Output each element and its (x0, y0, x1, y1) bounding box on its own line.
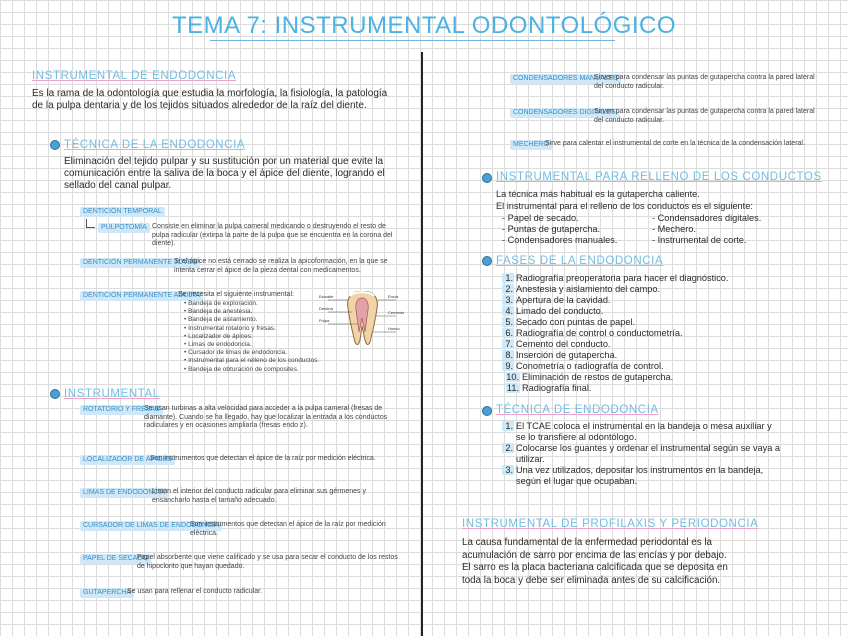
tag-gutapercha: GUTAPERCHA (80, 588, 134, 598)
bullet-icon (482, 406, 492, 416)
tooth-label: Dentina (319, 306, 333, 311)
tag-pulpotomia: PULPOTOMÍA (98, 223, 150, 233)
relleno-line-1: La técnica más habitual es la gutapercha caliente. (496, 189, 700, 199)
arrow-icon (86, 219, 95, 228)
list-item: 4. Limado del conducto. (502, 306, 728, 317)
list-item: • Limas de endodoncia. (184, 341, 252, 349)
heading-relleno: INSTRUMENTAL PARA RELLENO DE LOS CONDUCTOS (496, 171, 822, 183)
list-item: • Instrumental rotatorio y fresas. (184, 324, 276, 332)
list-item: - Condensadores manuales. (502, 235, 618, 245)
limas-text: Liman el interior del conducto radicular para eliminar sus gérmenes y ensancharlo hasta el tamaño adecuado. (152, 488, 366, 504)
bullet-icon (50, 389, 60, 399)
text-line: La causa fundamental de la enfermedad periodontal es la (462, 537, 712, 548)
tecnica-definition: Eliminación del tejido pulpar y su sustitución por un material que evite la comunicación entre la saliva de la boca y el ápice del diente, logrando el sellado del canal pulpar. (64, 156, 385, 191)
list-item: 2. Anestesia y aislamiento del campo. (502, 284, 728, 295)
tag-rotatorio: ROTATORIO Y FRESAS (80, 405, 163, 415)
profilaxis-text (462, 537, 728, 587)
gutapercha-text: Se usan para rellenar el conducto radicular. (127, 588, 263, 595)
tooth-diagram (318, 286, 408, 354)
list-item: 5. Secado con puntas de papel. (502, 317, 728, 328)
list-item: 1. El TCAE coloca el instrumental en la bandeja o mesa auxiliar y (502, 421, 780, 432)
instrumental-list (184, 300, 319, 374)
list-item-continuation: según el lugar que ocupaban. (516, 476, 638, 486)
tooth-label: Pulpa (319, 318, 330, 323)
list-item: - Puntas de gutapercha. (502, 224, 601, 234)
list-item-continuation: se lo transfiere al odontólogo. (516, 432, 637, 442)
heading-instrumental-endodoncia: INSTRUMENTAL DE ENDODONCIA (32, 70, 237, 82)
list-item-continuation: utilizar. (516, 454, 545, 464)
list-item: 3. Apertura de la cavidad. (502, 295, 728, 306)
tag-cursador: CURSADOR DE LIMAS DE ENDODONCIA (80, 521, 222, 531)
list-item: • Cursador de limas de endodoncia. (184, 349, 288, 357)
heading-tecnica-endodoncia-right: TÉCNICA DE ENDODONCIA (496, 404, 659, 416)
joven-text: Si el ápice no está cerrado se realiza la apicoformación, en la que se intenta cerrar el ápice de la pieza dental con medicamentos. (174, 258, 388, 274)
papel-secado-text: Papel absorbente que viene calificado y se usa para secar el conducto de los restos de hipoclorito que hayan quedado. (137, 554, 398, 570)
tooth-label: Hueso (388, 326, 400, 331)
list-item: 10. Eliminación de restos de gutapercha. (506, 372, 674, 382)
list-item: 1. Radiografía preoperatoria para hacer el diagnóstico. (502, 273, 728, 284)
localizador-text: Son instrumentos que detectan el ápice de la raíz por medición eléctrica. (150, 455, 376, 462)
mechero-text: Sirve para calentar el instrumental de corte en la técnica de la condensación lateral. (545, 140, 805, 147)
text-line: toda la boca y debe ser eliminada antes de su calcificación. (462, 574, 721, 586)
tag-condensadores-digitales: CONDENSADORES DIGITALES (510, 108, 619, 118)
text-line: El sarro es la placa bacteriana calcificada que se deposita en (462, 562, 728, 573)
list-item: • Instrumental para el relleno de los conductos. (184, 357, 320, 365)
text-line: acumulación de sarro por encima de las encías y por debajo. (462, 549, 727, 561)
title-underline (210, 40, 615, 41)
column-divider (421, 52, 423, 636)
heading-fases: FASES DE LA ENDODONCIA (496, 255, 664, 267)
tag-condensadores-manuales: CONDENSADORES MANUALES (510, 74, 621, 84)
tooth-label: Encía (388, 294, 399, 299)
list-item: - Instrumental de corte. (652, 235, 747, 245)
heading-profilaxis: INSTRUMENTAL DE PROFILAXIS Y PERIODONCIA (462, 518, 759, 530)
bullet-icon (482, 256, 492, 266)
page-title: TEMA 7: INSTRUMENTAL ODONTOLÓGICO (171, 12, 677, 39)
condensadores-manuales-text: Sirven para condensar las puntas de gutapercha contra la pared lateral del conducto radicular. (594, 74, 815, 90)
bullet-icon (482, 173, 492, 183)
cursador-text: Son instrumentos que detectan el ápice de la raíz por medición eléctrica. (190, 521, 386, 537)
tooth-label: Cemento (388, 310, 405, 315)
tag-denticion-joven: DENTICIÓN PERMANENTE JOVEN (80, 258, 200, 268)
relleno-list-col2 (652, 213, 761, 246)
list-item: • Bandeja de obturación de composites. (184, 365, 299, 373)
endodoncia-definition: Es la rama de la odontología que estudia la morfología, la fisiología, la patología de la pulpa dentaria y de los tejidos situados alrededor de la raíz del diente. (32, 88, 388, 111)
list-item: 8. Inserción de gutapercha. (502, 350, 728, 361)
tag-mechero: MECHERO (510, 140, 552, 150)
fases-list (502, 273, 728, 394)
adulta-text: Se necesita el siguiente instrumental: (178, 291, 294, 298)
list-item: 9. Conometría o radiografía de control. (502, 361, 728, 372)
relleno-line-2: El instrumental para el relleno de los conductos es el siguiente: (496, 201, 753, 211)
list-item: 7. Cemento del conducto. (502, 339, 728, 350)
heading-tecnica-endodoncia: TÉCNICA DE LA ENDODONCIA (64, 139, 246, 151)
bullet-icon (50, 140, 60, 150)
list-item: 2. Colocarse los guantes y ordenar el instrumental según se vaya a (502, 443, 780, 454)
tag-localizador: LOCALIZADOR DE ÁPICES (80, 455, 175, 465)
tag-limas: LIMAS DE ENDODONCIA (80, 488, 168, 498)
list-item: • Bandeja de aislamiento. (184, 316, 258, 324)
list-item: 6. Radiografía de control o conductometría. (502, 328, 728, 339)
list-item: 3. Una vez utilizados, depositar los instrumentos en la bandeja, (502, 465, 780, 476)
list-item: 11. Radiografía final. (506, 383, 592, 393)
list-item: - Papel de secado. (502, 213, 579, 223)
tecnica-list (502, 421, 780, 487)
list-item: • Bandeja de exploración. (184, 300, 258, 307)
list-item: - Mechero. (652, 224, 696, 234)
tag-denticion-adulta: DENTICIÓN PERMANENTE ADULTA (80, 291, 203, 301)
list-item: • Localizador de ápices. (184, 332, 253, 340)
tag-denticion-temporal: DENTICIÓN TEMPORAL (80, 207, 165, 217)
pulpotomia-text: Consiste en eliminar la pulpa cameral medicando o destruyendo el resto de pulpa radicular (extirpa la parte de la pulpa que se encuentra en la corona del diente). (152, 223, 393, 248)
heading-instrumental: INSTRUMENTAL (64, 388, 160, 400)
relleno-list-col1 (502, 213, 617, 246)
tag-papel-secado: PAPEL DE SECADO (80, 554, 151, 564)
list-item: • Bandeja de anestesia. (184, 308, 253, 316)
rotatorio-text: Se usan turbinas a alta velocidad para acceder a la pulpa cameral (fresas de diamante). Cuando se ha llegado, hay que localizar la entrada a los conductos radiculares y en ocasiones ampliarla (fresas endo z). (144, 405, 388, 430)
condensadores-digitales-text: Sirven para condensar las puntas de gutapercha contra la pared lateral del conducto radicular. (594, 108, 815, 124)
list-item: - Condensadores digitales. (652, 213, 762, 223)
tooth-label: Esmalte (319, 294, 334, 299)
